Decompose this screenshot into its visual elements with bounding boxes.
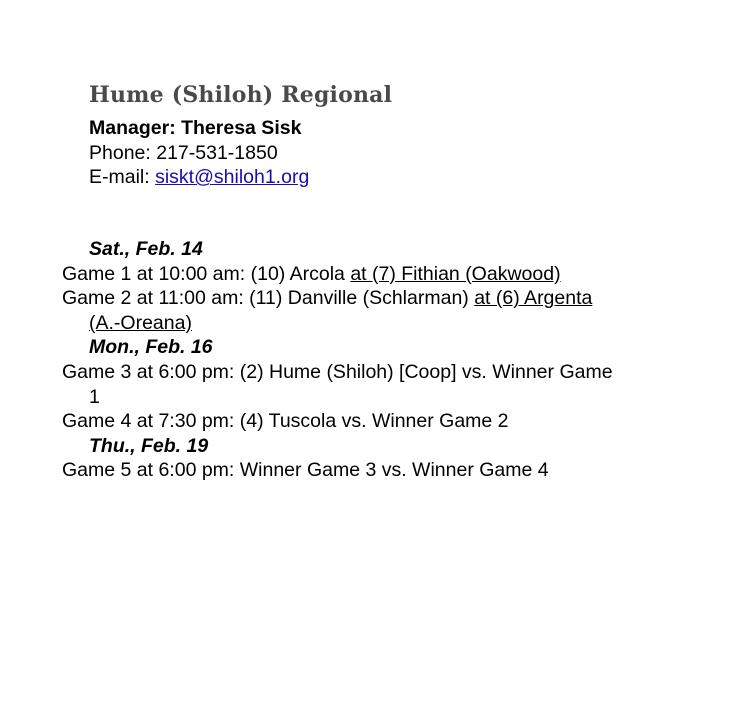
game-3: Game 3 at 6:00 pm: (2) Hume (Shiloh) [Coop] vs. Winner Game xyxy=(62,360,613,383)
manager-name: Manager: Theresa Sisk xyxy=(89,117,302,139)
game-link[interactable]: (A.-Oreana) xyxy=(89,311,192,334)
email-line xyxy=(89,165,309,190)
email-link[interactable]: siskt@shiloh1.org xyxy=(155,166,310,189)
game-2-cont xyxy=(62,311,613,336)
day-heading: Thu., Feb. 19 xyxy=(89,434,209,457)
day-heading: Sat., Feb. 14 xyxy=(89,238,203,260)
game-1 xyxy=(62,262,613,287)
contact-info xyxy=(89,116,309,190)
phone: Phone: 217-531-1850 xyxy=(89,141,278,164)
page-title: Hume (Shiloh) Regional xyxy=(89,82,393,108)
game-4: Game 4 at 7:30 pm: (4) Tuscola vs. Winner Game 2 xyxy=(62,410,509,433)
game-link[interactable]: at (7) Fithian (Oakwood) xyxy=(350,262,561,285)
game-2 xyxy=(62,286,613,311)
day-heading: Mon., Feb. 16 xyxy=(89,336,213,359)
game-text: Game 2 at 11:00 am: (11) Danville (Schlarman) xyxy=(62,287,475,310)
game-link[interactable]: at (6) Argenta xyxy=(474,287,593,310)
schedule xyxy=(62,237,613,483)
game-3-cont: 1 xyxy=(89,385,100,408)
email-label: E-mail: xyxy=(89,166,156,189)
game-text: Game 1 at 10:00 am: (10) Arcola xyxy=(62,262,351,285)
game-5: Game 5 at 6:00 pm: Winner Game 3 vs. Winner Game 4 xyxy=(62,459,549,482)
